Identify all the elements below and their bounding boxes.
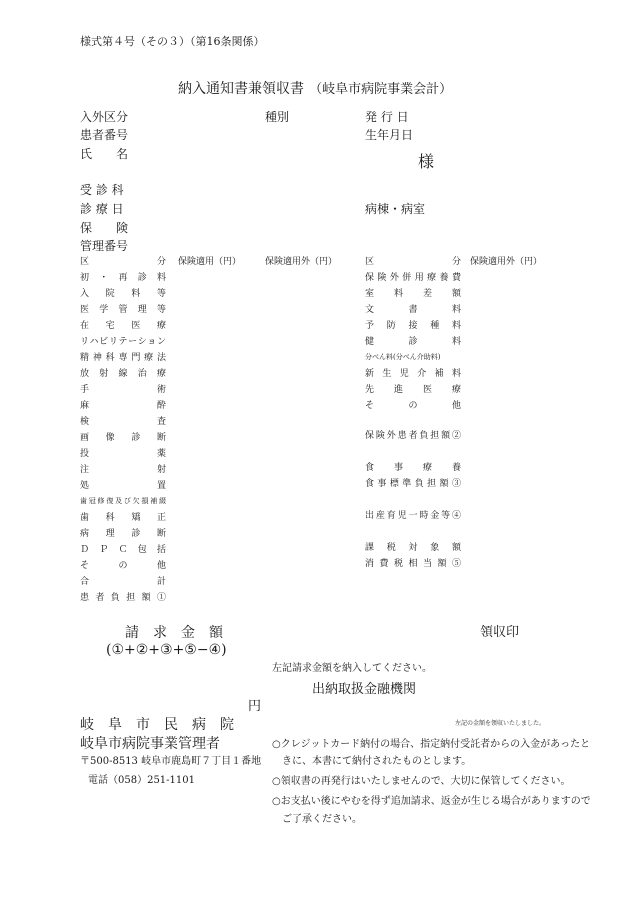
department-label: 受 診 科: [80, 183, 124, 197]
management-number-label: 管理番号: [80, 239, 129, 253]
title-sub: （岐阜市病院事業会計）: [309, 82, 453, 97]
honorific: 様: [418, 152, 435, 171]
left-col-category: 区分: [80, 257, 166, 267]
right-row-birth-lump-sum: 出産育児一時金等④: [365, 511, 461, 521]
left-row-label: ＤＰＣ包括: [80, 545, 166, 555]
right-row-consumption-tax: 消費税相当額⑤: [365, 559, 461, 569]
right-row-meal-standard-burden: 食事標準負担額③: [365, 479, 461, 489]
left-row-label: 医学管理等: [80, 305, 166, 315]
left-row-label: 精神科専門療法: [80, 353, 166, 363]
billing-formula: (①+②+③+⑤−④): [106, 642, 227, 658]
treatment-date-label: 診 療 日: [80, 202, 124, 216]
left-row-label: リハビリテーション: [80, 337, 166, 347]
insurance-label: 保 険: [80, 221, 129, 235]
note-line-1: ○クレジットカード納付の場合、指定納付受託者からの入金があったと: [272, 739, 591, 750]
left-row-label: 麻酔: [80, 401, 166, 411]
note-line-5: ご了承ください。: [272, 814, 362, 825]
birth-date-label: 生年月日: [365, 128, 414, 142]
right-row-taxable-amount: 課税対象額: [365, 543, 461, 553]
title-main: 納入通知書兼領収書: [178, 81, 304, 97]
left-row-label: 注射: [80, 465, 166, 475]
form-number: 様式第４号（その３）（第16条関係）: [80, 35, 265, 48]
left-row-label: 歯科矯正: [80, 513, 166, 523]
right-row-label: 新生児介補料: [365, 369, 461, 379]
left-row-label: 検査: [80, 417, 166, 427]
left-row-label: 患者負担額①: [80, 593, 166, 603]
right-col-uninsured: 保険適用外（円）: [470, 257, 543, 267]
patient-number-label: 患者番号: [80, 128, 129, 142]
left-row-label: 歯冠修復及び欠損補綴: [80, 497, 166, 505]
bank-title: 出納取扱金融機関: [312, 682, 417, 697]
left-row-label: 病理診断: [80, 529, 166, 539]
left-row-label: 在宅医療: [80, 321, 166, 331]
left-col-uninsured: 保険適用外（円）: [265, 257, 338, 267]
note-line-3: ○領収書の再発行はいたしませんので、大切に保管してください。: [272, 776, 571, 787]
hospital-address: 〒500-8513 岐阜市鹿島町７丁目１番地: [80, 756, 262, 767]
left-row-label: 放射線治療: [80, 369, 166, 379]
category-label: 種別: [265, 110, 290, 124]
left-col-insured: 保険適用（円）: [178, 257, 242, 267]
right-col-category: 区分: [365, 257, 461, 267]
inpatient-outpatient-label: 入外区分: [80, 110, 129, 124]
received-note: 左記の金額を領収いたしました。: [455, 720, 546, 727]
left-row-label: 入院料等: [80, 289, 166, 299]
right-row-label: 室料差額: [365, 289, 461, 299]
issue-date-label: 発 行 日: [365, 110, 409, 124]
note-line-2: きに、本書にて納付されたものとします。: [272, 756, 472, 767]
receipt-stamp-label: 領収印: [480, 625, 520, 640]
left-row-label: 投薬: [80, 449, 166, 459]
left-row-label: 処置: [80, 481, 166, 491]
pay-note: 左記請求金額を納入してください。: [272, 663, 432, 674]
right-row-label: 健診料: [365, 337, 461, 347]
hospital-manager: 岐阜市病院事業管理者: [80, 736, 220, 752]
hospital-name: 岐 阜 市 民 病 院: [80, 717, 234, 733]
billing-amount-label: 請 求 金 額: [125, 625, 223, 641]
yen-unit: 円: [248, 699, 262, 714]
left-row-label: 画像診断: [80, 433, 166, 443]
name-label: 氏 名: [80, 147, 129, 161]
right-row-label: 保険外併用療養費: [365, 273, 461, 283]
note-line-4: ○お支払い後にやむを得ず追加請求、返金が生じる場合がありますので: [272, 796, 591, 807]
ward-room-label: 病棟・病室: [365, 202, 426, 216]
hospital-phone: 電話（058）251-1101: [88, 775, 196, 786]
right-row-label: 分べん料(分べん介助料): [365, 353, 441, 361]
right-row-label: 文書料: [365, 305, 461, 315]
left-row-label: その他: [80, 561, 166, 571]
left-row-label: 初・再診料: [80, 273, 166, 283]
right-row-meal-cost: 食事療養: [365, 463, 461, 473]
left-row-label: 手術: [80, 385, 166, 395]
page-title: [178, 80, 452, 96]
right-row-label: その他: [365, 401, 461, 411]
right-row-insurance-excluded-burden: 保険外患者負担額②: [365, 431, 461, 441]
left-row-label: 合計: [80, 577, 166, 587]
right-row-label: 予防接種料: [365, 321, 461, 331]
right-row-label: 先進医療: [365, 385, 461, 395]
